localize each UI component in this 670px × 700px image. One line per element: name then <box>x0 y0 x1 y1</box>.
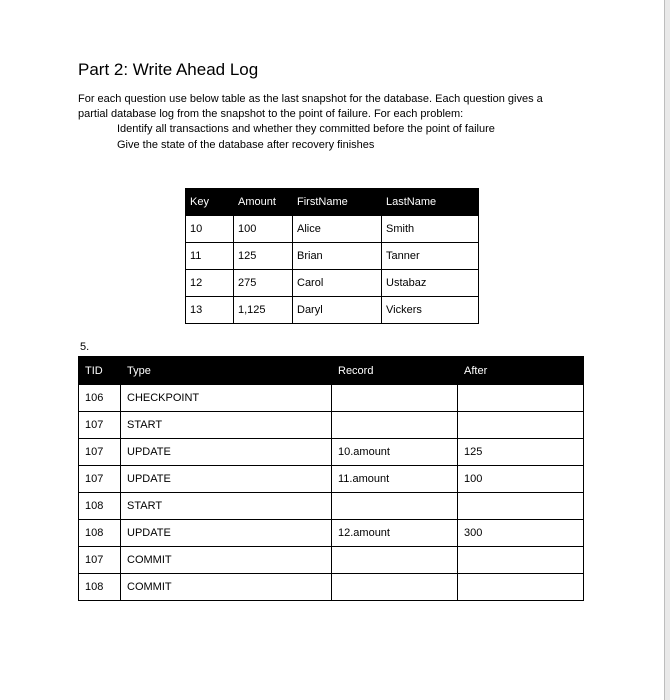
table-cell: 1,125 <box>234 297 293 324</box>
snapshot-header-row <box>186 189 479 216</box>
log-header-row <box>79 357 584 385</box>
table-cell <box>332 574 458 601</box>
table-cell: Carol <box>293 270 382 297</box>
table-cell: 106 <box>79 385 121 412</box>
instructions-paragraph <box>78 92 598 122</box>
table-cell: 125 <box>234 243 293 270</box>
table-cell: UPDATE <box>121 439 332 466</box>
table-cell: 107 <box>79 547 121 574</box>
log-header-tid: TID <box>79 357 121 385</box>
snapshot-header-firstname: FirstName <box>293 189 382 216</box>
table-cell: UPDATE <box>121 466 332 493</box>
table-row <box>79 466 584 493</box>
table-row <box>186 243 479 270</box>
table-cell: 100 <box>234 216 293 243</box>
question-number: 5. <box>80 341 90 353</box>
log-table <box>78 356 584 601</box>
table-row <box>186 270 479 297</box>
table-cell <box>332 493 458 520</box>
table-cell: COMMIT <box>121 574 332 601</box>
table-cell <box>458 547 584 574</box>
table-cell: CHECKPOINT <box>121 385 332 412</box>
table-cell: Smith <box>382 216 479 243</box>
table-row <box>79 493 584 520</box>
table-cell: 107 <box>79 412 121 439</box>
table-cell: 275 <box>234 270 293 297</box>
table-cell: Daryl <box>293 297 382 324</box>
table-row <box>79 385 584 412</box>
table-row <box>186 216 479 243</box>
snapshot-header-key: Key <box>186 189 234 216</box>
table-cell: Alice <box>293 216 382 243</box>
table-cell: 108 <box>79 520 121 547</box>
snapshot-header-lastname: LastName <box>382 189 479 216</box>
instructions-line-2: partial database log from the snapshot to the point of failure. For each problem: <box>78 108 464 120</box>
table-cell: 300 <box>458 520 584 547</box>
table-cell: Tanner <box>382 243 479 270</box>
page-title: Part 2: Write Ahead Log <box>78 60 259 79</box>
table-cell: COMMIT <box>121 547 332 574</box>
table-cell: Ustabaz <box>382 270 479 297</box>
table-row <box>79 412 584 439</box>
table-cell: 108 <box>79 493 121 520</box>
table-cell: START <box>121 412 332 439</box>
table-cell: 12 <box>186 270 234 297</box>
table-cell <box>332 385 458 412</box>
table-row <box>79 574 584 601</box>
table-cell <box>458 574 584 601</box>
snapshot-header-amount: Amount <box>234 189 293 216</box>
table-cell: 13 <box>186 297 234 324</box>
table-cell: START <box>121 493 332 520</box>
table-cell <box>458 412 584 439</box>
table-cell: 11 <box>186 243 234 270</box>
table-row <box>186 297 479 324</box>
table-row <box>79 439 584 466</box>
table-row <box>79 547 584 574</box>
table-cell: 107 <box>79 466 121 493</box>
table-cell: 10.amount <box>332 439 458 466</box>
table-cell: 11.amount <box>332 466 458 493</box>
log-header-after: After <box>458 357 584 385</box>
table-cell <box>458 385 584 412</box>
task-identify-transactions: Identify all transactions and whether they committed before the point of failure <box>117 123 495 135</box>
table-cell: UPDATE <box>121 520 332 547</box>
table-cell <box>458 493 584 520</box>
table-cell: 12.amount <box>332 520 458 547</box>
log-header-record: Record <box>332 357 458 385</box>
log-header-type: Type <box>121 357 332 385</box>
task-give-state: Give the state of the database after recovery finishes <box>117 139 375 151</box>
table-cell: Brian <box>293 243 382 270</box>
snapshot-table <box>185 188 479 324</box>
table-cell: 100 <box>458 466 584 493</box>
table-cell: 125 <box>458 439 584 466</box>
table-row <box>79 520 584 547</box>
table-cell: 10 <box>186 216 234 243</box>
instructions-line-1: For each question use below table as the last snapshot for the database. Each question gives a <box>78 93 543 105</box>
table-cell: 108 <box>79 574 121 601</box>
table-cell <box>332 412 458 439</box>
table-cell <box>332 547 458 574</box>
table-cell: 107 <box>79 439 121 466</box>
table-cell: Vickers <box>382 297 479 324</box>
